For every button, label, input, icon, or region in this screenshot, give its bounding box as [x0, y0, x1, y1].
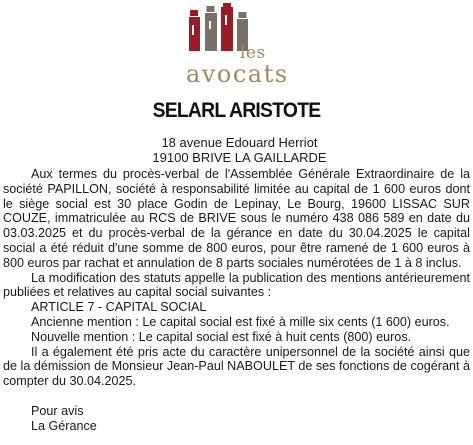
article-heading: ARTICLE 7 - CAPITAL SOCIAL	[31, 300, 207, 315]
old-mention: Ancienne mention : Le capital social est fixé à mille six cents (1 600) euros.	[31, 314, 450, 329]
les-avocats-logo	[180, 3, 290, 91]
new-mention: Nouvelle mention : Le capital social est fixé à huit cents (800) euros.	[31, 329, 412, 344]
notice-body	[3, 167, 470, 433]
address-street: 18 avenue Edouard Herriot	[161, 135, 318, 150]
paragraph-modification: La modification des statuts appelle la publication des mentions antérieurement publiées et relatives au capital social suivantes :	[3, 270, 470, 300]
firm-name: SELARL ARISTOTE	[152, 99, 321, 122]
paragraph-reduction: Aux termes du procès-verbal de l'Assemblée Générale Extraordinaire de la société PAPILLON, société à responsabilité limitée au capital de 1 600 euros dont le siège social est 30 place Godin de Lepinay, Le Bourg, 19600 LISSAC SUR COUZE, immatriculée au RCS de BRIVE sous le numéro 438 086 589 en date du 03.03.2025 et du procès-verbal de la gérance en date du 30.04.2025 le capital social a été réduit d'une somme de 800 euros, pour être ramené de 1 600 euros à 800 euros par rachat et annulation de 8 parts sociales numérotées de 1 à 8 inclus.	[3, 167, 470, 270]
spacer	[3, 389, 470, 404]
paragraph-unipersonnel: Il a également été pris acte du caractère unipersonnel de la société ainsi que de la démission de Monsieur Jean-Paul NABOULET de ses fonctions de cogérant à compter du 30.04.2025.	[3, 344, 470, 389]
logo-word-avocats: avocats	[186, 60, 289, 88]
address-city: 19100 BRIVE LA GAILLARDE	[152, 150, 327, 165]
logo-word-les: les	[240, 43, 266, 63]
closing-pour-avis: Pour avis	[31, 403, 84, 418]
closing-signature: La Gérance	[31, 418, 97, 433]
